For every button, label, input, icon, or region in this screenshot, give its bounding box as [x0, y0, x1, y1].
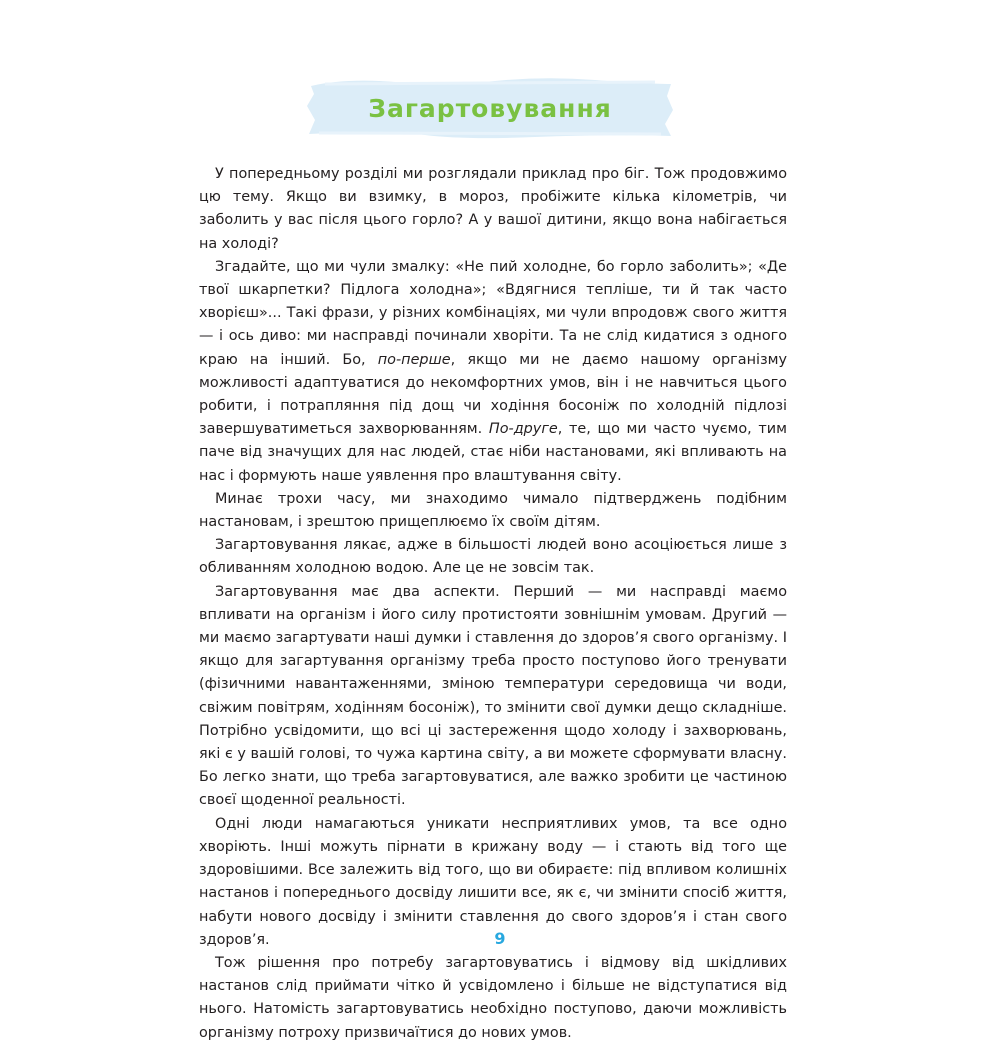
emphasis-text: по-перше — [377, 351, 451, 368]
chapter-title: Загартовування — [368, 93, 612, 123]
paragraph-text: У попередньому розділі ми розглядали приклад про біг. Тож продовжимо цю тему. Якщо ви взимку, в мороз, пробіжите кілька кілометрів, чи заболить у вас після цього горло? А у вашої дитини, якщо вона набігається на холоді? — [199, 166, 787, 252]
paragraph-text: Одні люди намагаються уникати несприятливих умов, та все одно хворіють. Інші можуть пірнати в крижану воду — і стають від того ще здоровішими. Все залежить від того, що ви обираєте: під впливом колишніх настанов і попереднього досвіду лишити все, як є, чи змінити спосіб життя, набути нового досвіду і змінити ставлення до свого здоров’я і стан свого здоров’я. — [199, 815, 787, 948]
paragraph — [199, 163, 787, 256]
paragraph — [199, 256, 787, 488]
paragraph-text: , те, що ми часто чуємо, тим паче від значущих для нас людей, стає ніби настановами, які впливають на нас і формують наше уявлення про влаштування світу. — [199, 421, 787, 484]
page-number: 9 — [494, 929, 506, 948]
paragraph-text: Загартовування має два аспекти. Перший — ми насправді маємо впливати на організм і його силу протистояти зовнішнім умовам. Другий — ми маємо загартувати наші думки і ставлення до здоров’я свого організму. І якщо для загартування організму треба просто поступово його тренувати (фізичними навантаженнями, зміною температури середовища чи води, свіжим повітрям, ходінням босоніж), то змінити свої думки дещо складніше. Потрібно усвідомити, що всі ці застереження щодо холоду і захворювань, які є у вашій голові, то чужа картина світу, а ви можете сформувати власну. Бо легко знати, що треба загартовуватися, але важко зробити це частиною своєї щоденної реальності. — [199, 583, 787, 809]
paragraph-text: Минає трохи часу, ми знаходимо чимало підтверджень подібним настановам, і зрештою прищеплюємо їх своїм дітям. — [199, 490, 787, 531]
paragraph-text: Тож рішення про потребу загартовуватись і відмову від шкідливих настанов слід приймати чітко й усвідомлено і більше не відступатися від нього. Натомість загартовуватись необхідно поступово, даючи можливість організму потроху призвичаїтися до нових умов. — [199, 954, 787, 1041]
paragraph-text: , якщо ми не даємо нашому організму можливості адаптуватися до некомфортних умов, він і не навчиться цього робити, і потрапляння під дощ чи ходіння босоніж по холодній підлозі завершуватиметься захворюванням. — [199, 351, 787, 438]
paragraph-text: Згадайте, що ми чули змалку: «Не пий холодне, бо горло заболить»; «Де твої шкарпетки? Підлога холодна»; «Вдягнися тепліше, ти й так часто хворієш»... Такі фрази, у різних комбінаціях, ми чули впродовж свого життя — і ось диво: ми насправді починали хворіти. Та не слід кидатися з одного краю на інший. Бо, — [199, 258, 787, 368]
paragraph — [199, 581, 787, 813]
body-text — [199, 163, 787, 1045]
paragraph — [199, 488, 787, 534]
paragraph-text: Загартовування лякає, адже в більшості людей воно асоціюється лише з обливанням холодною водою. Але це не зовсім так. — [199, 537, 787, 577]
emphasis-text: По-друге — [488, 421, 558, 438]
paragraph — [199, 952, 787, 1045]
title-band — [305, 76, 675, 140]
paragraph — [199, 534, 787, 580]
